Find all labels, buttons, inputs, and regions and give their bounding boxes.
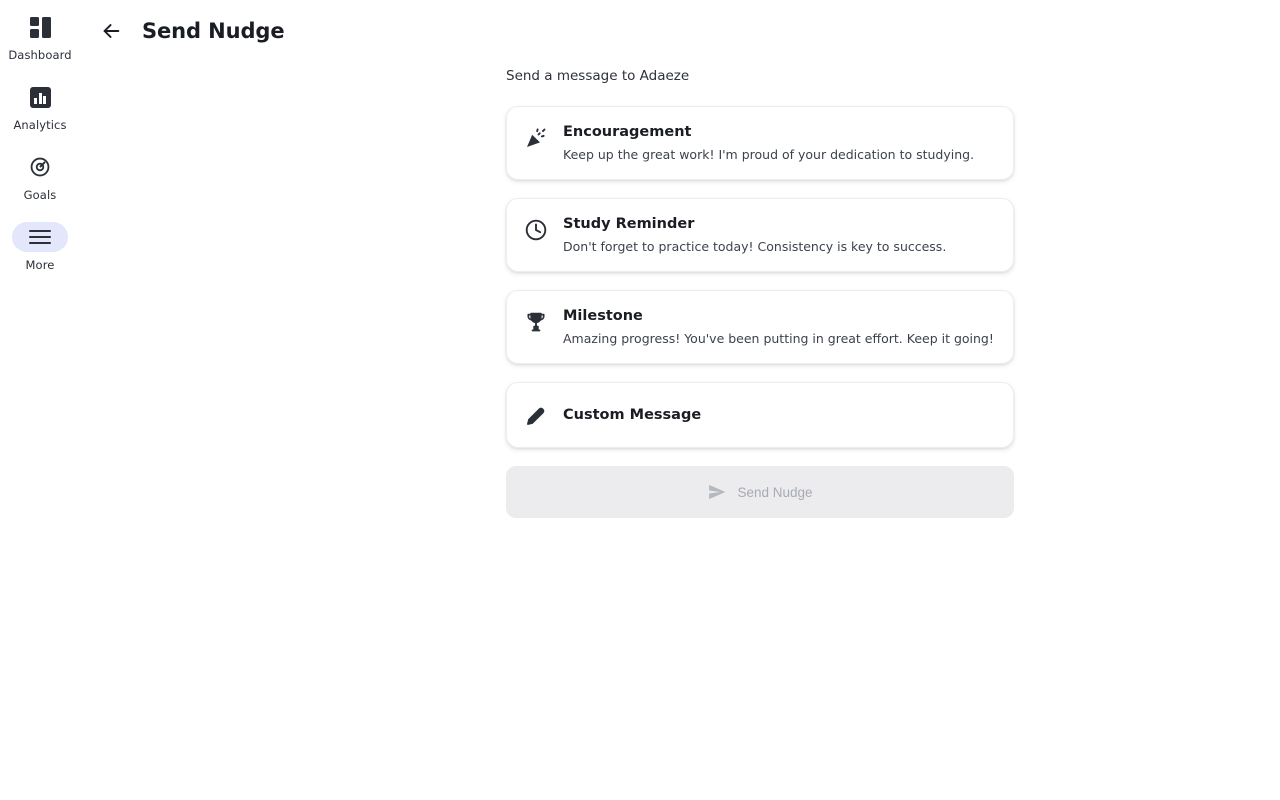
hamburger-menu-icon [12, 222, 68, 252]
sidebar-item-analytics[interactable] [0, 76, 80, 136]
nudge-option-title: Custom Message [563, 407, 702, 423]
sidebar [0, 0, 80, 800]
nudge-option-custom-message[interactable] [506, 382, 1014, 448]
page-title: Send Nudge [142, 19, 285, 43]
nudge-option-study-reminder[interactable] [506, 198, 1014, 272]
arrow-left-icon [100, 20, 122, 42]
send-nudge-label: Send Nudge [737, 484, 813, 500]
sidebar-item-label: Analytics [13, 118, 67, 132]
nudge-option-encouragement[interactable] [506, 106, 1014, 180]
send-nudge-button[interactable] [506, 466, 1014, 518]
sidebar-item-dashboard[interactable] [0, 6, 80, 66]
dashboard-grid-icon [12, 12, 68, 42]
nudge-option-title: Encouragement [563, 124, 692, 140]
sidebar-item-label: Goals [23, 188, 57, 202]
nudge-option-title: Study Reminder [563, 216, 695, 232]
top-bar [80, 0, 1280, 62]
bar-chart-icon [12, 82, 68, 112]
trophy-icon [523, 309, 549, 335]
nudge-option-milestone[interactable] [506, 290, 1014, 364]
sidebar-item-goals[interactable] [0, 146, 80, 206]
send-message-subtitle: Send a message to Adaeze [506, 68, 690, 84]
nudge-option-description: Don't forget to practice today! Consistency is key to success. [563, 239, 947, 254]
party-popper-icon [523, 125, 549, 151]
content-column [80, 68, 1280, 518]
sidebar-item-label: Dashboard [8, 48, 72, 62]
clock-icon [523, 217, 549, 243]
sidebar-item-more[interactable] [0, 216, 80, 276]
send-plane-icon [707, 482, 727, 502]
sidebar-item-label: More [25, 258, 55, 272]
pencil-icon [523, 403, 549, 429]
nudge-option-title: Milestone [563, 308, 643, 324]
main-content [80, 0, 1280, 800]
nudge-option-description: Keep up the great work! I'm proud of your dedication to studying. [563, 147, 975, 162]
target-icon [12, 152, 68, 182]
back-button[interactable] [94, 14, 128, 48]
nudge-option-description: Amazing progress! You've been putting in great effort. Keep it going! [563, 331, 994, 346]
nudge-options-list [506, 106, 1014, 518]
